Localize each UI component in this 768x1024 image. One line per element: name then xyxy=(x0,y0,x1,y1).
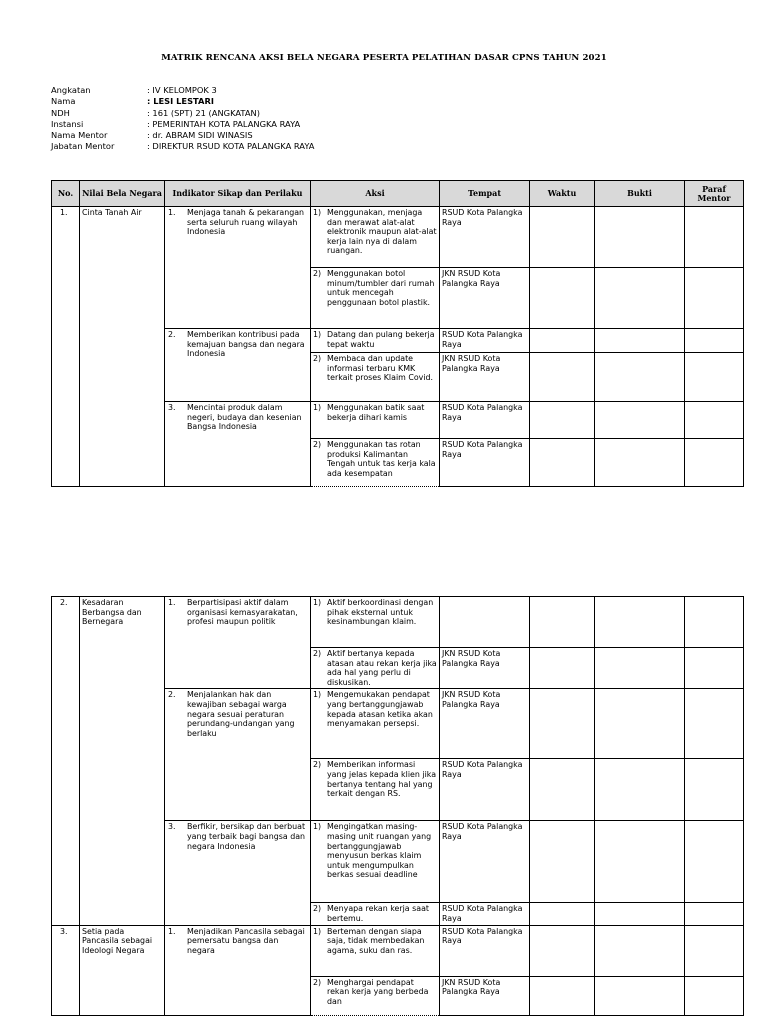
aksi-cell xyxy=(311,207,440,268)
waktu-cell xyxy=(530,268,595,329)
aksi-text: Menggunakan, menjaga dan merawat alat-alat elektronik maupun alat-alat kerja lain nya di dalam ruangan. xyxy=(327,208,437,256)
header-waktu: Waktu xyxy=(530,181,595,207)
indikator-cell xyxy=(165,402,311,487)
info-row xyxy=(51,130,314,141)
waktu-cell xyxy=(530,821,595,903)
bukti-cell xyxy=(595,353,685,402)
info-label: Instansi xyxy=(51,118,84,129)
aksi-item xyxy=(313,690,437,728)
aksi-text: Aktif berkoordinasi dengan pihak eksternal untuk kesinambungan klaim. xyxy=(327,598,434,627)
paraf-cell xyxy=(685,402,744,439)
indikator-text: Menjalankan hak dan kewajiban sebagai warga negara sesuai peraturan perundang-undangan yang berlaku xyxy=(187,690,295,738)
nilai-bela-negara: Cinta Tanah Air xyxy=(80,207,165,487)
tempat-cell: RSUD Kota Palangka Raya xyxy=(440,329,530,353)
nilai-bela-negara: Setia pada Pancasila sebagai Ideologi Negara xyxy=(80,925,165,1015)
info-label: Nama xyxy=(51,96,76,107)
tempat-cell xyxy=(440,597,530,648)
indikator-number: 1. xyxy=(168,208,176,217)
nilai-bela-negara: Kesadaran Berbangsa dan Bernegara xyxy=(80,597,165,926)
header-nilai: Nilai Bela Negara xyxy=(80,181,165,207)
paraf-cell xyxy=(685,207,744,268)
header-bukti: Bukti xyxy=(595,181,685,207)
info-value: : dr. ABRAM SIDI WINASIS xyxy=(147,130,253,141)
info-row xyxy=(51,141,314,152)
aksi-text: Menyapa rekan kerja saat bertemu. xyxy=(327,904,430,923)
info-label: NDH xyxy=(51,107,70,118)
indikator-number: 1. xyxy=(168,598,176,607)
tempat-cell: JKN RSUD Kota Palangka Raya xyxy=(440,689,530,759)
paraf-cell xyxy=(685,353,744,402)
info-value: : 161 (SPT) 21 (ANGKATAN) xyxy=(147,107,260,118)
aksi-number: 2) xyxy=(313,440,322,449)
document-title: MATRIK RENCANA AKSI BELA NEGARA PESERTA PELATIHAN DASAR CPNS TAHUN 2021 xyxy=(161,53,607,63)
paraf-cell xyxy=(685,689,744,759)
row-number: 3. xyxy=(52,925,80,1015)
table-row xyxy=(52,597,744,648)
aksi-text: Menggunakan tas rotan produksi Kalimantan Tengah untuk tas kerja kala ada kesempatan xyxy=(327,440,436,478)
info-value: : DIREKTUR RSUD KOTA PALANGKA RAYA xyxy=(147,141,315,152)
indikator-number: 2. xyxy=(168,330,176,339)
aksi-item xyxy=(313,440,437,478)
aksi-text: Mengingatkan masing-masing unit ruangan yang bertanggungjawab menyusun berkas klaim untuk mengumpulkan berkas sesuai deadline xyxy=(327,822,432,880)
tempat-cell: JKN RSUD Kota Palangka Raya xyxy=(440,976,530,1015)
waktu-cell xyxy=(530,976,595,1015)
tempat-cell: RSUD Kota Palangka Raya xyxy=(440,821,530,903)
header-aksi: Aksi xyxy=(311,181,440,207)
table-row xyxy=(52,207,744,268)
aksi-item xyxy=(313,403,437,422)
indikator-item xyxy=(167,208,308,237)
aksi-cell xyxy=(311,648,440,689)
aksi-number: 1) xyxy=(313,208,322,217)
tempat-cell: RSUD Kota Palangka Raya xyxy=(440,402,530,439)
aksi-item xyxy=(313,978,437,1007)
waktu-cell xyxy=(530,207,595,268)
aksi-cell xyxy=(311,903,440,925)
indikator-item xyxy=(167,330,308,359)
waktu-cell xyxy=(530,648,595,689)
tempat-cell: JKN RSUD Kota Palangka Raya xyxy=(440,353,530,402)
waktu-cell xyxy=(530,353,595,402)
aksi-number: 2) xyxy=(313,977,322,987)
aksi-text: Mengemukakan pendapat yang bertanggungjawab kepada atasan ketika akan menyamakan persepsi. xyxy=(327,690,433,729)
bukti-cell xyxy=(595,439,685,487)
bukti-cell xyxy=(595,268,685,329)
tempat-cell: JKN RSUD Kota Palangka Raya xyxy=(440,648,530,689)
aksi-item xyxy=(313,822,437,880)
bukti-cell xyxy=(595,976,685,1015)
paraf-cell xyxy=(685,597,744,648)
waktu-cell xyxy=(530,402,595,439)
aksi-item xyxy=(313,354,437,383)
bukti-cell xyxy=(595,207,685,268)
action-plan-table-1 xyxy=(51,180,744,487)
aksi-cell xyxy=(311,976,440,1015)
info-row xyxy=(51,108,314,119)
waktu-cell xyxy=(530,597,595,648)
info-value: : LESI LESTARI xyxy=(147,96,214,107)
indikator-number: 1. xyxy=(168,926,176,936)
aksi-item xyxy=(313,649,437,687)
aksi-text: Datang dan pulang bekerja tepat waktu xyxy=(327,330,435,349)
indikator-cell xyxy=(165,207,311,329)
paraf-cell xyxy=(685,976,744,1015)
paraf-cell xyxy=(685,268,744,329)
aksi-item xyxy=(313,598,437,627)
aksi-text: Memberikan informasi yang jelas kepada klien jika bertanya tentang hal yang terkait dengan RS. xyxy=(327,760,437,799)
paraf-cell xyxy=(685,648,744,689)
aksi-cell xyxy=(311,353,440,402)
aksi-cell xyxy=(311,925,440,976)
aksi-cell xyxy=(311,821,440,903)
indikator-number: 2. xyxy=(168,690,176,700)
indikator-text: Menjadikan Pancasila sebagai pemersatu bangsa dan negara xyxy=(187,926,305,955)
indikator-cell xyxy=(165,689,311,821)
paraf-cell xyxy=(685,329,744,353)
header-paraf: Paraf Mentor xyxy=(685,181,744,207)
indikator-text: Mencintai produk dalam negeri, budaya dan kesenian Bangsa Indonesia xyxy=(187,403,302,432)
aksi-number: 1) xyxy=(313,690,322,700)
aksi-text: Menggunakan batik saat bekerja dihari kamis xyxy=(327,403,425,422)
aksi-cell xyxy=(311,759,440,821)
aksi-item xyxy=(313,330,437,349)
aksi-number: 1) xyxy=(313,403,322,412)
paraf-cell xyxy=(685,439,744,487)
tempat-cell: RSUD Kota Palangka Raya xyxy=(440,759,530,821)
tempat-cell: RSUD Kota Palangka Raya xyxy=(440,207,530,268)
row-number: 2. xyxy=(52,597,80,926)
info-value: : PEMERINTAH KOTA PALANGKA RAYA xyxy=(147,118,301,129)
indikator-number: 3. xyxy=(168,822,176,832)
bukti-cell xyxy=(595,689,685,759)
bukti-cell xyxy=(595,821,685,903)
indikator-cell xyxy=(165,821,311,925)
action-plan-table-2 xyxy=(51,596,744,1016)
aksi-cell xyxy=(311,268,440,329)
indikator-item xyxy=(167,598,308,627)
indikator-text: Berpartisipasi aktif dalam organisasi kemasyarakatan, profesi maupun politik xyxy=(187,598,298,627)
aksi-text: Membaca dan update informasi terbaru KMK terkait proses Klaim Covid. xyxy=(327,354,434,383)
info-row xyxy=(51,85,314,96)
paraf-cell xyxy=(685,925,744,976)
aksi-number: 1) xyxy=(313,822,322,832)
info-label: Angkatan xyxy=(51,85,91,95)
aksi-cell xyxy=(311,597,440,648)
info-label: Jabatan Mentor xyxy=(51,141,115,152)
aksi-cell xyxy=(311,402,440,439)
aksi-number: 2) xyxy=(313,904,322,914)
info-row xyxy=(51,119,314,130)
aksi-cell xyxy=(311,689,440,759)
header-indikator: Indikator Sikap dan Perilaku xyxy=(165,181,311,207)
aksi-item xyxy=(313,904,437,923)
indikator-number: 3. xyxy=(168,403,176,412)
table-row xyxy=(52,925,744,976)
indikator-cell xyxy=(165,925,311,1015)
aksi-number: 2) xyxy=(313,269,322,278)
aksi-text: Menghargai pendapat rekan kerja yang berbeda dan xyxy=(327,977,429,1006)
aksi-number: 1) xyxy=(313,926,322,936)
aksi-item xyxy=(313,208,437,256)
aksi-number: 2) xyxy=(313,760,322,770)
aksi-item xyxy=(313,269,437,307)
indikator-item xyxy=(167,822,308,851)
indikator-text: Menjaga tanah & pekarangan serta seluruh ruang wilayah Indonesia xyxy=(187,208,305,237)
indikator-item xyxy=(167,927,308,956)
bukti-cell xyxy=(595,597,685,648)
waktu-cell xyxy=(530,329,595,353)
aksi-number: 2) xyxy=(313,354,322,363)
bukti-cell xyxy=(595,759,685,821)
tempat-cell: RSUD Kota Palangka Raya xyxy=(440,903,530,925)
info-label: Nama Mentor xyxy=(51,130,108,141)
aksi-cell xyxy=(311,439,440,487)
indikator-item xyxy=(167,690,308,738)
indikator-cell xyxy=(165,329,311,402)
header-tempat: Tempat xyxy=(440,181,530,207)
tempat-cell: RSUD Kota Palangka Raya xyxy=(440,925,530,976)
tempat-cell: JKN RSUD Kota Palangka Raya xyxy=(440,268,530,329)
indikator-text: Berfikir, bersikap dan berbuat yang terbaik bagi bangsa dan negara Indonesia xyxy=(187,822,306,851)
waktu-cell xyxy=(530,925,595,976)
waktu-cell xyxy=(530,689,595,759)
indikator-text: Memberikan kontribusi pada kemajuan bangsa dan negara Indonesia xyxy=(187,330,305,359)
paraf-cell xyxy=(685,821,744,903)
bukti-cell xyxy=(595,648,685,689)
aksi-item xyxy=(313,927,437,956)
indikator-item xyxy=(167,403,308,432)
aksi-number: 1) xyxy=(313,598,322,607)
tempat-cell: RSUD Kota Palangka Raya xyxy=(440,439,530,487)
waktu-cell xyxy=(530,903,595,925)
aksi-number: 2) xyxy=(313,649,322,658)
bukti-cell xyxy=(595,925,685,976)
info-row xyxy=(51,96,314,107)
aksi-number: 1) xyxy=(313,330,322,339)
identity-block xyxy=(51,85,314,153)
waktu-cell xyxy=(530,759,595,821)
bukti-cell xyxy=(595,402,685,439)
waktu-cell xyxy=(530,439,595,487)
aksi-text: Berteman dengan siapa saja, tidak membedakan agama, suku dan ras. xyxy=(327,926,425,955)
aksi-text: Aktif bertanya kepada atasan atau rekan kerja jika ada hal yang perlu di diskusikan. xyxy=(327,649,437,687)
row-number: 1. xyxy=(52,207,80,487)
table-header-row xyxy=(52,181,744,207)
bukti-cell xyxy=(595,329,685,353)
bukti-cell xyxy=(595,903,685,925)
paraf-cell xyxy=(685,903,744,925)
header-no: No. xyxy=(52,181,80,207)
indikator-cell xyxy=(165,597,311,689)
aksi-item xyxy=(313,760,437,798)
aksi-cell xyxy=(311,329,440,353)
aksi-text: Menggunakan botol minum/tumbler dari rumah untuk mencegah penggunaan botol plastik. xyxy=(327,269,435,307)
info-value: : IV KELOMPOK 3 xyxy=(147,85,217,95)
paraf-cell xyxy=(685,759,744,821)
